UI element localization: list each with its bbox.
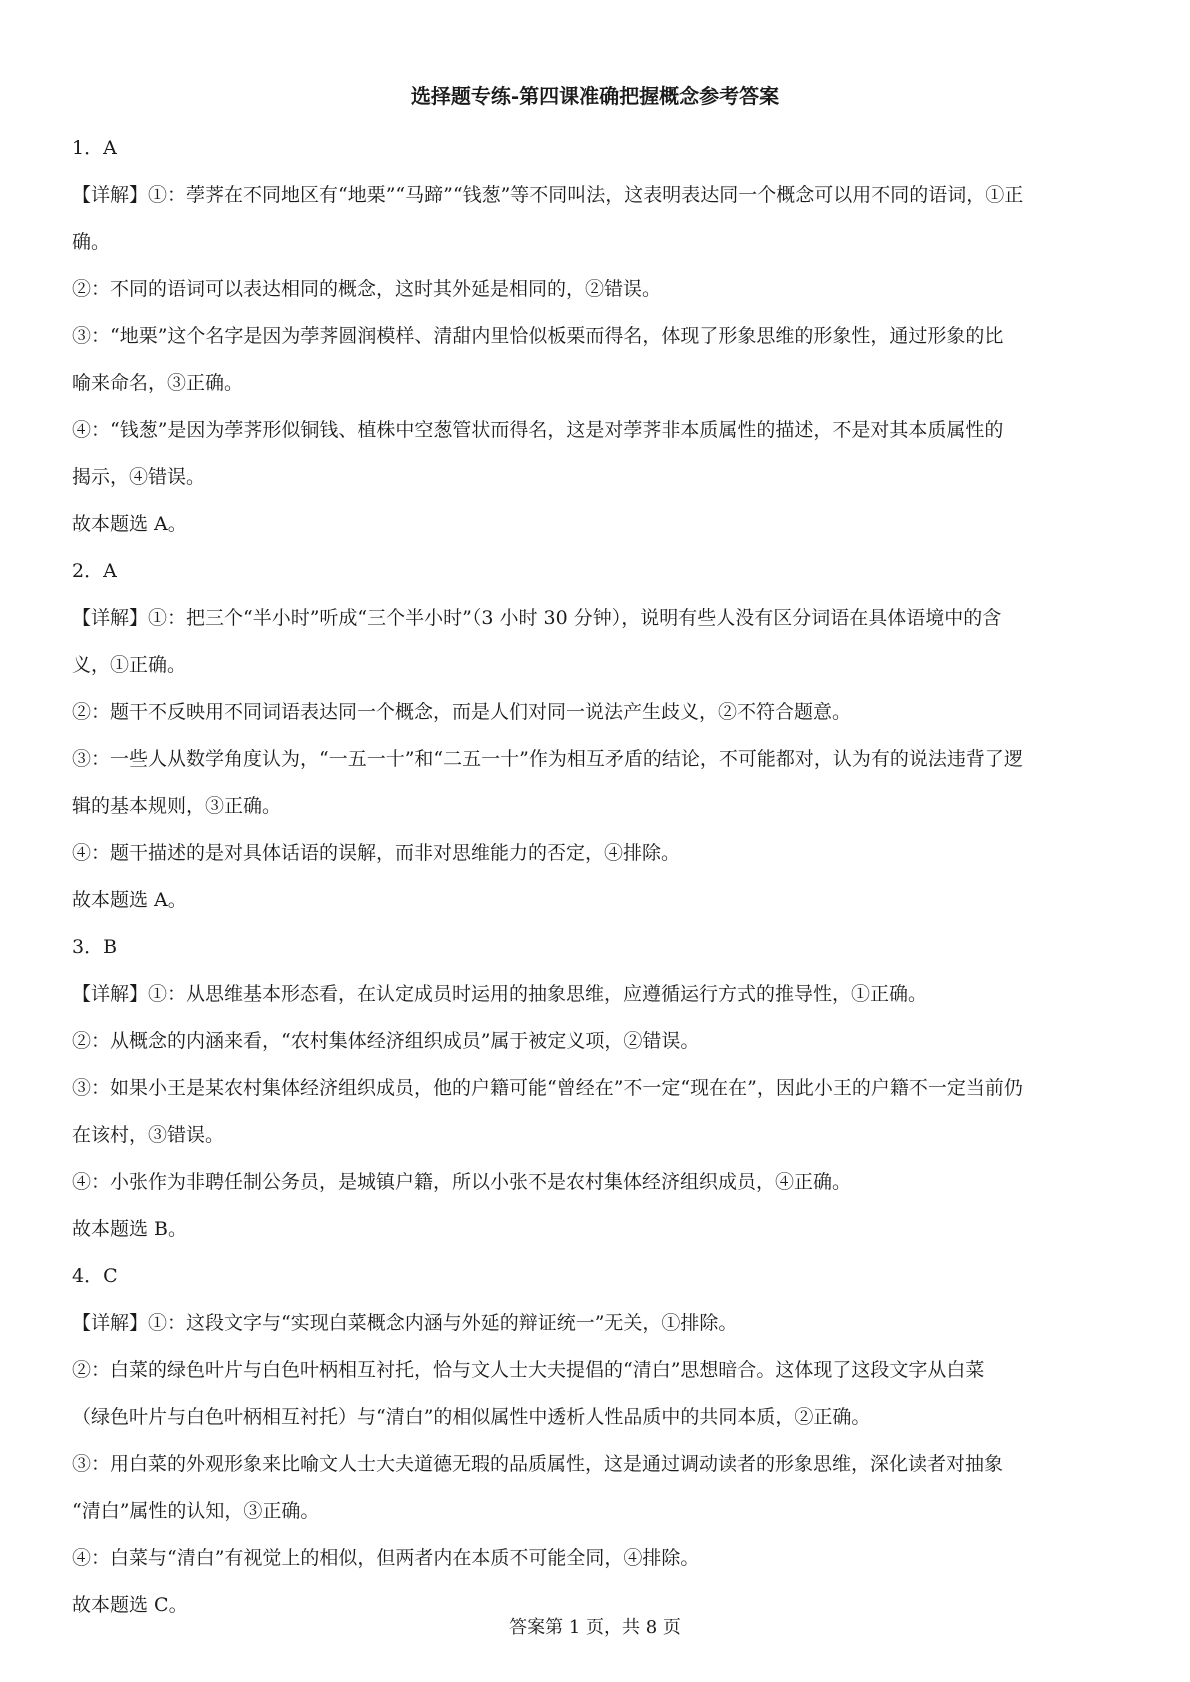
page-title: 选择题专练-第四课准确把握概念参考答案: [410, 84, 780, 108]
text-line: 【详解】①：把三个“半小时”听成“三个半小时”（3 小时 30 分钟），说明有些人没有区分词语在具体语境中的含: [72, 607, 1002, 629]
text-line: 【详解】①：荸荠在不同地区有“地栗”“马蹄”“钱葱”等不同叫法，这表明表达同一个概念可以用不同的语词，①正: [72, 184, 1024, 206]
text-line: ③：如果小王是某农村集体经济组织成员，他的户籍可能“曾经在”不一定“现在在”，因此小王的户籍不一定当前仍: [72, 1077, 1023, 1099]
text-line: （绿色叶片与白色叶柄相互衬托）与“清白”的相似属性中透析人性品质中的共同本质，②正确。: [72, 1406, 871, 1428]
text-line: 故本题选 C。: [72, 1594, 188, 1616]
text-line: 在该村，③错误。: [72, 1124, 225, 1146]
text-line: 故本题选 A。: [72, 513, 187, 535]
text-line: ④：小张作为非聘任制公务员，是城镇户籍，所以小张不是农村集体经济组织成员，④正确。: [72, 1171, 852, 1193]
page-footer: 答案第 1 页，共 8 页: [509, 1617, 681, 1638]
text-line: ④：白菜与“清白”有视觉上的相似，但两者内在本质不可能全同，④排除。: [72, 1547, 700, 1569]
text-line: 辑的基本规则，③正确。: [72, 795, 282, 817]
text-line: 故本题选 B。: [72, 1218, 188, 1240]
text-line: ③：用白菜的外观形象来比喻文人士大夫道德无瑕的品质属性，这是通过调动读者的形象思维，深化读者对抽象: [72, 1453, 1004, 1475]
text-line: ③：“地栗”这个名字是因为荸荠圆润模样、清甜内里恰似板栗而得名，体现了形象思维的形象性，通过形象的比: [72, 325, 1004, 347]
text-line: 4．C: [72, 1265, 118, 1287]
text-line: 喻来命名，③正确。: [72, 372, 244, 394]
text-line: ④：题干描述的是对具体话语的误解，而非对思维能力的否定，④排除。: [72, 842, 681, 864]
answer-body: [72, 125, 1122, 1629]
text-line: 揭示，④错误。: [72, 466, 206, 488]
text-line: ②：不同的语词可以表达相同的概念，这时其外延是相同的，②错误。: [72, 278, 662, 300]
text-line: ②：白菜的绿色叶片与白色叶柄相互衬托，恰与文人士大夫提倡的“清白”思想暗合。这体现了这段文字从白菜: [72, 1359, 985, 1381]
text-line: ②：题干不反映用不同词语表达同一个概念，而是人们对同一说法产生歧义，②不符合题意。: [72, 701, 852, 723]
text-line: 义，①正确。: [72, 654, 187, 676]
text-line: ②：从概念的内涵来看，“农村集体经济组织成员”属于被定义项，②错误。: [72, 1030, 700, 1052]
text-line: 3．B: [72, 936, 118, 958]
text-line: 2．A: [72, 560, 117, 582]
text-line: 确。: [72, 231, 111, 253]
text-line: ③：一些人从数学角度认为，“一五一十”和“二五一十”作为相互矛盾的结论，不可能都对，认为有的说法违背了逻: [72, 748, 1023, 770]
text-line: 【详解】①：这段文字与“实现白菜概念内涵与外延的辩证统一”无关，①排除。: [72, 1312, 738, 1334]
text-line: 【详解】①：从思维基本形态看，在认定成员时运用的抽象思维，应遵循运行方式的推导性，①正确。: [72, 983, 928, 1005]
text-line: 1．A: [72, 137, 117, 159]
text-line: ④：“钱葱”是因为荸荠形似铜钱、植株中空葱管状而得名，这是对荸荠非本质属性的描述，不是对其本质属性的: [72, 419, 1004, 441]
text-line: 故本题选 A。: [72, 889, 187, 911]
text-line: “清白”属性的认知，③正确。: [72, 1500, 320, 1522]
